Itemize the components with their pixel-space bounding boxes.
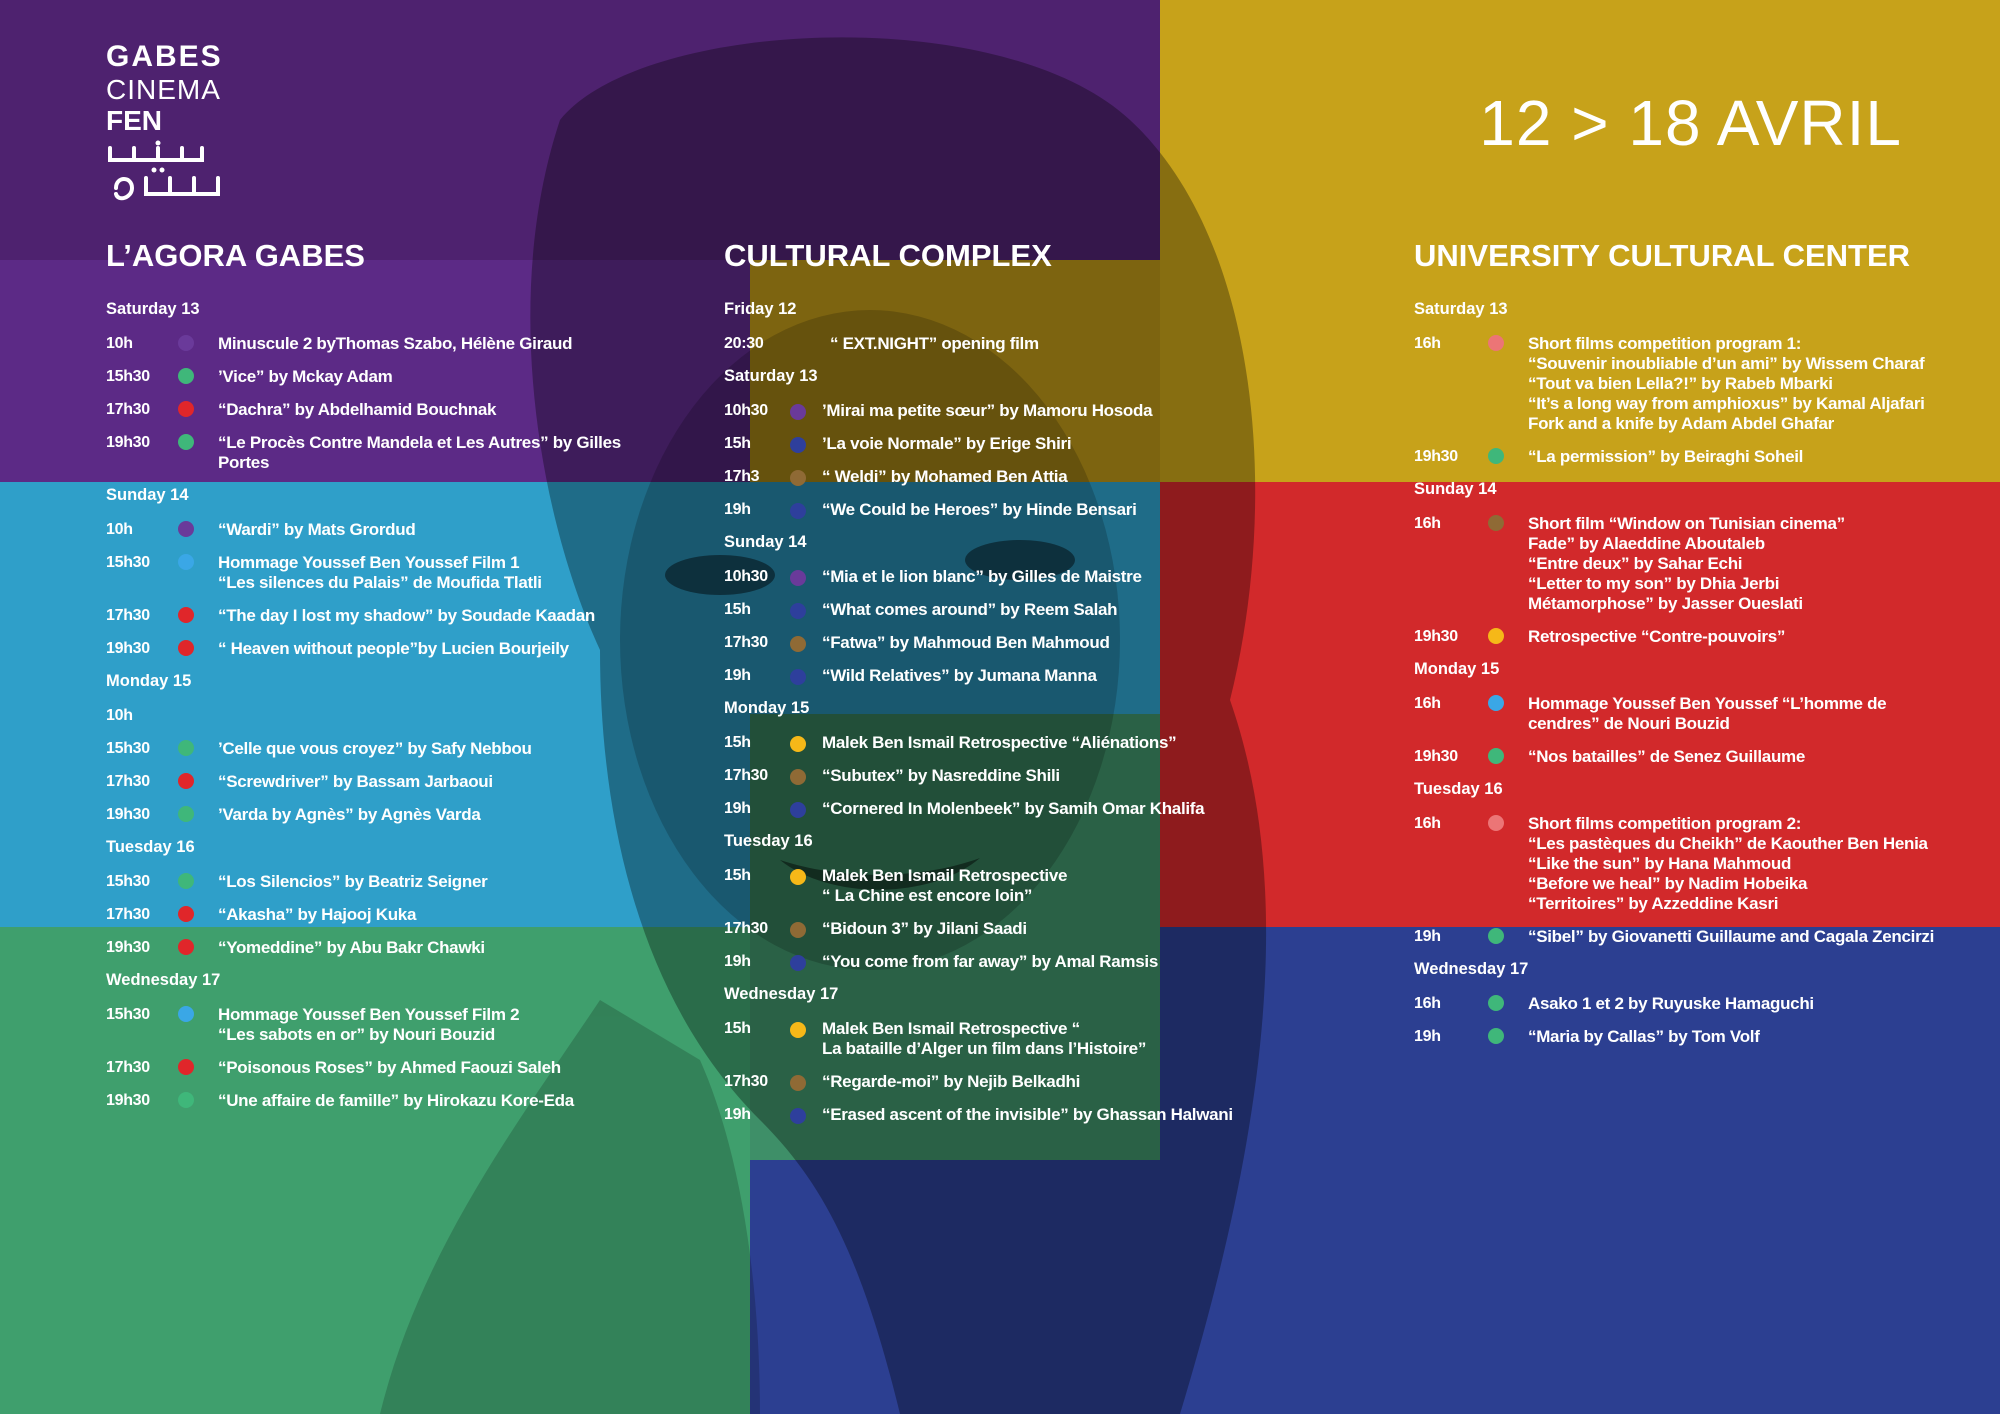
category-dot-icon bbox=[790, 955, 806, 971]
day-heading: Sunday 14 bbox=[106, 486, 189, 504]
screening-film: Short films competition program 2: “Les pastèques du Cheikh” de Kaouther Ben Henia “Like the sun” by Hana Mahmoud “Before we heal” by Nadim Hobeika “Territoires” by Azzeddine Kasri bbox=[1528, 814, 1928, 913]
screening-time: 16h bbox=[1414, 815, 1441, 832]
venue-cultural-complex bbox=[724, 238, 1244, 1138]
screening-row bbox=[724, 567, 1244, 587]
screening-film: Hommage Youssef Ben Youssef Film 1 “Les silences du Palais” de Moufida Tlatli bbox=[218, 553, 542, 592]
screening-film: “We Could be Heroes” by Hinde Bensari bbox=[822, 500, 1137, 519]
category-dot-icon bbox=[790, 769, 806, 785]
arabic-script-mark-icon bbox=[106, 138, 226, 208]
category-dot-icon bbox=[178, 368, 194, 384]
screening-row bbox=[1414, 514, 1994, 614]
screening-row bbox=[106, 1005, 666, 1045]
screening-row bbox=[724, 1019, 1244, 1059]
day-heading: Wednesday 17 bbox=[724, 985, 839, 1003]
screening-row bbox=[724, 1105, 1244, 1125]
screening-row bbox=[106, 938, 666, 958]
screening-row bbox=[106, 772, 666, 792]
screening-film: Short film “Window on Tunisian cinema” Fade” by Alaeddine Aboutaleb “Entre deux” by Sahar Echi “Letter to my son” by Dhia Jerbi Métamorphose” by Jasser Oueslati bbox=[1528, 514, 1845, 613]
screening-time: 17h30 bbox=[106, 1059, 150, 1076]
screening-row bbox=[724, 799, 1244, 819]
screening-time: 19h30 bbox=[106, 806, 150, 823]
category-dot-icon bbox=[178, 1006, 194, 1022]
screening-row bbox=[1414, 334, 1994, 434]
screening-row bbox=[1414, 994, 1994, 1014]
screening-film: “Fatwa” by Mahmoud Ben Mahmoud bbox=[822, 633, 1110, 652]
screening-film: ’Mirai ma petite sœur” by Mamoru Hosoda bbox=[822, 401, 1153, 420]
category-dot-icon bbox=[178, 335, 194, 351]
screening-film: “Los Silencios” by Beatriz Seigner bbox=[218, 872, 488, 891]
screening-time: 17h30 bbox=[724, 767, 768, 784]
screening-film: Hommage Youssef Ben Youssef Film 2 “Les sabots en or” by Nouri Bouzid bbox=[218, 1005, 520, 1044]
screening-time: 17h30 bbox=[106, 906, 150, 923]
screening-time: 19h30 bbox=[106, 640, 150, 657]
screening-film: Retrospective “Contre-pouvoirs” bbox=[1528, 627, 1786, 646]
screening-time: 15h30 bbox=[106, 873, 150, 890]
screening-film: ’Varda by Agnès” by Agnès Varda bbox=[218, 805, 481, 824]
category-dot-icon bbox=[178, 806, 194, 822]
logo-line-3: FEN bbox=[106, 105, 162, 136]
category-dot-icon bbox=[178, 740, 194, 756]
category-dot-icon bbox=[1488, 1028, 1504, 1044]
category-dot-icon bbox=[790, 470, 806, 486]
screening-row bbox=[1414, 927, 1994, 947]
screening-row bbox=[724, 866, 1244, 906]
screening-time: 17h3 bbox=[724, 468, 760, 485]
screening-row bbox=[724, 952, 1244, 972]
category-dot-icon bbox=[790, 570, 806, 586]
screening-film: “Regarde-moi” by Nejib Belkadhi bbox=[822, 1072, 1081, 1091]
screening-time: 15h bbox=[724, 1020, 751, 1037]
screening-time: 19h bbox=[1414, 1028, 1441, 1045]
category-dot-icon bbox=[790, 1022, 806, 1038]
screening-time: 15h bbox=[724, 435, 751, 452]
screening-time: 17h30 bbox=[106, 607, 150, 624]
screening-row bbox=[106, 1058, 666, 1078]
screening-film: “Wild Relatives” by Jumana Manna bbox=[822, 666, 1097, 685]
screening-row bbox=[724, 1072, 1244, 1092]
festival-logo bbox=[106, 40, 246, 208]
category-dot-icon bbox=[178, 1092, 194, 1108]
screening-row bbox=[1414, 447, 1994, 467]
screening-time: 20:30 bbox=[724, 335, 764, 352]
screening-row bbox=[106, 520, 666, 540]
screening-row bbox=[1414, 694, 1994, 734]
screening-time: 16h bbox=[1414, 515, 1441, 532]
screening-film: “Une affaire de famille” by Hirokazu Kore-Eda bbox=[218, 1091, 574, 1110]
screening-film: Malek Ben Ismail Retrospective “Aliénations” bbox=[822, 733, 1177, 752]
screening-row bbox=[106, 805, 666, 825]
venue-university-cultural-center bbox=[1414, 238, 1994, 1060]
screening-film: ’Vice” by Mckay Adam bbox=[218, 367, 393, 386]
screening-row bbox=[106, 400, 666, 420]
screening-time: 15h30 bbox=[106, 740, 150, 757]
screening-time: 19h bbox=[724, 501, 751, 518]
screening-film: “Le Procès Contre Mandela et Les Autres” by Gilles Portes bbox=[218, 433, 621, 472]
category-dot-icon bbox=[1488, 448, 1504, 464]
category-dot-icon bbox=[1488, 995, 1504, 1011]
screening-time: 19h30 bbox=[1414, 448, 1458, 465]
day-heading: Tuesday 16 bbox=[724, 832, 813, 850]
screening-film: “Cornered In Molenbeek” by Samih Omar Khalifa bbox=[822, 799, 1205, 818]
screening-time: 10h bbox=[106, 335, 133, 352]
screening-time: 10h bbox=[106, 707, 133, 724]
category-dot-icon bbox=[1488, 928, 1504, 944]
category-dot-icon bbox=[790, 437, 806, 453]
screening-row bbox=[724, 919, 1244, 939]
screening-row bbox=[724, 666, 1244, 686]
screening-time: 16h bbox=[1414, 335, 1441, 352]
screening-film: “Screwdriver” by Bassam Jarbaoui bbox=[218, 772, 493, 791]
day-heading: Saturday 13 bbox=[106, 300, 200, 318]
category-dot-icon bbox=[790, 802, 806, 818]
screening-time: 19h bbox=[1414, 928, 1441, 945]
category-dot-icon bbox=[790, 736, 806, 752]
screening-row bbox=[106, 334, 666, 354]
screening-time: 15h bbox=[724, 734, 751, 751]
screening-film: “Yomeddine” by Abu Bakr Chawki bbox=[218, 938, 485, 957]
screening-row bbox=[724, 434, 1244, 454]
screening-time: 17h30 bbox=[724, 920, 768, 937]
screening-film: “What comes around” by Reem Salah bbox=[822, 600, 1118, 619]
category-dot-icon bbox=[790, 404, 806, 420]
category-dot-icon bbox=[790, 669, 806, 685]
screening-film: “Mia et le lion blanc” by Gilles de Maistre bbox=[822, 567, 1142, 586]
day-heading: Saturday 13 bbox=[724, 367, 818, 385]
screening-row bbox=[724, 766, 1244, 786]
screening-row bbox=[106, 905, 666, 925]
category-dot-icon bbox=[178, 939, 194, 955]
screening-time: 15h30 bbox=[106, 368, 150, 385]
category-dot-icon bbox=[178, 521, 194, 537]
screening-film: “Erased ascent of the invisible” by Ghassan Halwani bbox=[822, 1105, 1233, 1124]
screening-film: “Sibel” by Giovanetti Guillaume and Cagala Zencirzi bbox=[1528, 927, 1935, 946]
screening-row bbox=[106, 433, 666, 473]
screening-time: 19h bbox=[724, 800, 751, 817]
category-dot-icon bbox=[790, 603, 806, 619]
festival-dates: 12 > 18 AVRIL bbox=[1479, 87, 1902, 159]
category-dot-icon bbox=[1488, 748, 1504, 764]
category-dot-icon bbox=[790, 869, 806, 885]
screening-time: 19h bbox=[724, 953, 751, 970]
screening-film: “ EXT.NIGHT” opening film bbox=[830, 334, 1039, 353]
screening-row bbox=[106, 367, 666, 387]
category-dot-icon bbox=[178, 873, 194, 889]
screening-row bbox=[106, 1091, 666, 1111]
category-dot-icon bbox=[178, 401, 194, 417]
screening-time: 10h bbox=[106, 521, 133, 538]
screening-row bbox=[1414, 627, 1994, 647]
day-heading: Wednesday 17 bbox=[1414, 960, 1529, 978]
screening-time: 19h30 bbox=[1414, 628, 1458, 645]
screening-time: 15h bbox=[724, 867, 751, 884]
screening-row bbox=[724, 500, 1244, 520]
screening-row bbox=[106, 606, 666, 626]
screening-film: Short films competition program 1: “Souvenir inoubliable d’un ami” by Wissem Charaf “Tout va bien Lella?!” by Rabeb Mbarki “It’s a long way from amphioxus” by Kamal Aljafari Fork and a knife by Adam Abdel Ghafar bbox=[1528, 334, 1925, 433]
screening-film: Hommage Youssef Ben Youssef “L’homme de cendres” de Nouri Bouzid bbox=[1528, 694, 1887, 733]
screening-time: 10h30 bbox=[724, 568, 768, 585]
screening-film: ’Celle que vous croyez” by Safy Nebbou bbox=[218, 739, 532, 758]
screening-film: “Dachra” by Abdelhamid Bouchnak bbox=[218, 400, 497, 419]
category-dot-icon bbox=[178, 773, 194, 789]
screening-film: Asako 1 et 2 by Ruyuske Hamaguchi bbox=[1528, 994, 1814, 1013]
screening-film: “You come from far away” by Amal Ramsis bbox=[822, 952, 1158, 971]
screening-time: 19h bbox=[724, 1106, 751, 1123]
day-heading: Sunday 14 bbox=[724, 533, 807, 551]
category-dot-icon bbox=[790, 636, 806, 652]
screening-row bbox=[106, 739, 666, 759]
screening-row bbox=[724, 600, 1244, 620]
category-dot-icon bbox=[790, 503, 806, 519]
screening-film: Malek Ben Ismail Retrospective “ La bataille d’Alger un film dans l’Histoire” bbox=[822, 1019, 1147, 1058]
category-dot-icon bbox=[178, 906, 194, 922]
category-dot-icon bbox=[1488, 695, 1504, 711]
screening-time: 16h bbox=[1414, 695, 1441, 712]
screening-row bbox=[106, 872, 666, 892]
day-heading: Wednesday 17 bbox=[106, 971, 221, 989]
screening-row bbox=[724, 467, 1244, 487]
screening-time: 19h30 bbox=[106, 939, 150, 956]
screening-row bbox=[724, 334, 1244, 354]
screening-film: ’La voie Normale” by Erige Shiri bbox=[822, 434, 1072, 453]
screening-row bbox=[106, 706, 666, 726]
screening-row bbox=[106, 639, 666, 659]
category-dot-icon bbox=[178, 640, 194, 656]
screening-row bbox=[724, 733, 1244, 753]
category-dot-icon bbox=[1488, 815, 1504, 831]
screening-time: 15h30 bbox=[106, 554, 150, 571]
venue-agora-gabes bbox=[106, 238, 666, 1124]
screening-time: 15h30 bbox=[106, 1006, 150, 1023]
day-heading: Monday 15 bbox=[724, 699, 810, 717]
day-heading: Friday 12 bbox=[724, 300, 797, 318]
screening-film: Minuscule 2 byThomas Szabo, Hélène Giraud bbox=[218, 334, 573, 353]
screening-row bbox=[106, 553, 666, 593]
day-heading: Saturday 13 bbox=[1414, 300, 1508, 318]
screening-time: 19h30 bbox=[1414, 748, 1458, 765]
venue-title: UNIVERSITY CULTURAL CENTER bbox=[1414, 238, 1911, 273]
day-heading: Sunday 14 bbox=[1414, 480, 1497, 498]
venue-title: L’AGORA GABES bbox=[106, 238, 365, 273]
category-dot-icon bbox=[790, 1108, 806, 1124]
screening-time: 19h bbox=[724, 667, 751, 684]
screening-film: “Nos batailles” de Senez Guillaume bbox=[1528, 747, 1805, 766]
screening-film: “ Heaven without people”by Lucien Bourjeily bbox=[218, 639, 569, 658]
screening-row bbox=[1414, 1027, 1994, 1047]
screening-time: 17h30 bbox=[106, 773, 150, 790]
logo-line-2: CINEMA bbox=[106, 74, 221, 105]
day-heading: Tuesday 16 bbox=[1414, 780, 1503, 798]
day-heading: Monday 15 bbox=[1414, 660, 1500, 678]
category-dot-icon bbox=[178, 554, 194, 570]
screening-row bbox=[724, 401, 1244, 421]
screening-row bbox=[1414, 747, 1994, 767]
category-dot-icon bbox=[1488, 335, 1504, 351]
venue-title: CULTURAL COMPLEX bbox=[724, 238, 1052, 273]
category-dot-icon bbox=[178, 607, 194, 623]
screening-film: Malek Ben Ismail Retrospective “ La Chine est encore loin” bbox=[822, 866, 1068, 905]
screening-row bbox=[724, 633, 1244, 653]
screening-time: 17h30 bbox=[724, 634, 768, 651]
screening-film: “Wardi” by Mats Grordud bbox=[218, 520, 416, 539]
screening-time: 19h30 bbox=[106, 434, 150, 451]
day-heading: Monday 15 bbox=[106, 672, 192, 690]
category-dot-icon bbox=[790, 922, 806, 938]
day-heading: Tuesday 16 bbox=[106, 838, 195, 856]
screening-time: 17h30 bbox=[724, 1073, 768, 1090]
screening-film: “Akasha” by Hajooj Kuka bbox=[218, 905, 417, 924]
screening-film: “Bidoun 3” by Jilani Saadi bbox=[822, 919, 1027, 938]
screening-time: 10h30 bbox=[724, 402, 768, 419]
screening-film: “Maria by Callas” by Tom Volf bbox=[1528, 1027, 1760, 1046]
category-dot-icon bbox=[178, 434, 194, 450]
screening-time: 16h bbox=[1414, 995, 1441, 1012]
screening-film: “Poisonous Roses” by Ahmed Faouzi Saleh bbox=[218, 1058, 561, 1077]
category-dot-icon bbox=[790, 1075, 806, 1091]
screening-film: “ Weldi” by Mohamed Ben Attia bbox=[822, 467, 1068, 486]
screening-time: 17h30 bbox=[106, 401, 150, 418]
category-dot-icon bbox=[1488, 515, 1504, 531]
logo-line-1: GABES bbox=[106, 40, 223, 73]
screening-time: 19h30 bbox=[106, 1092, 150, 1109]
category-dot-icon bbox=[178, 1059, 194, 1075]
category-dot-icon bbox=[1488, 628, 1504, 644]
screening-film: “La permission” by Beiraghi Soheil bbox=[1528, 447, 1804, 466]
screening-film: “The day I lost my shadow” by Soudade Kaadan bbox=[218, 606, 595, 625]
screening-row bbox=[1414, 814, 1994, 914]
screening-time: 15h bbox=[724, 601, 751, 618]
screening-film: “Subutex” by Nasreddine Shili bbox=[822, 766, 1060, 785]
